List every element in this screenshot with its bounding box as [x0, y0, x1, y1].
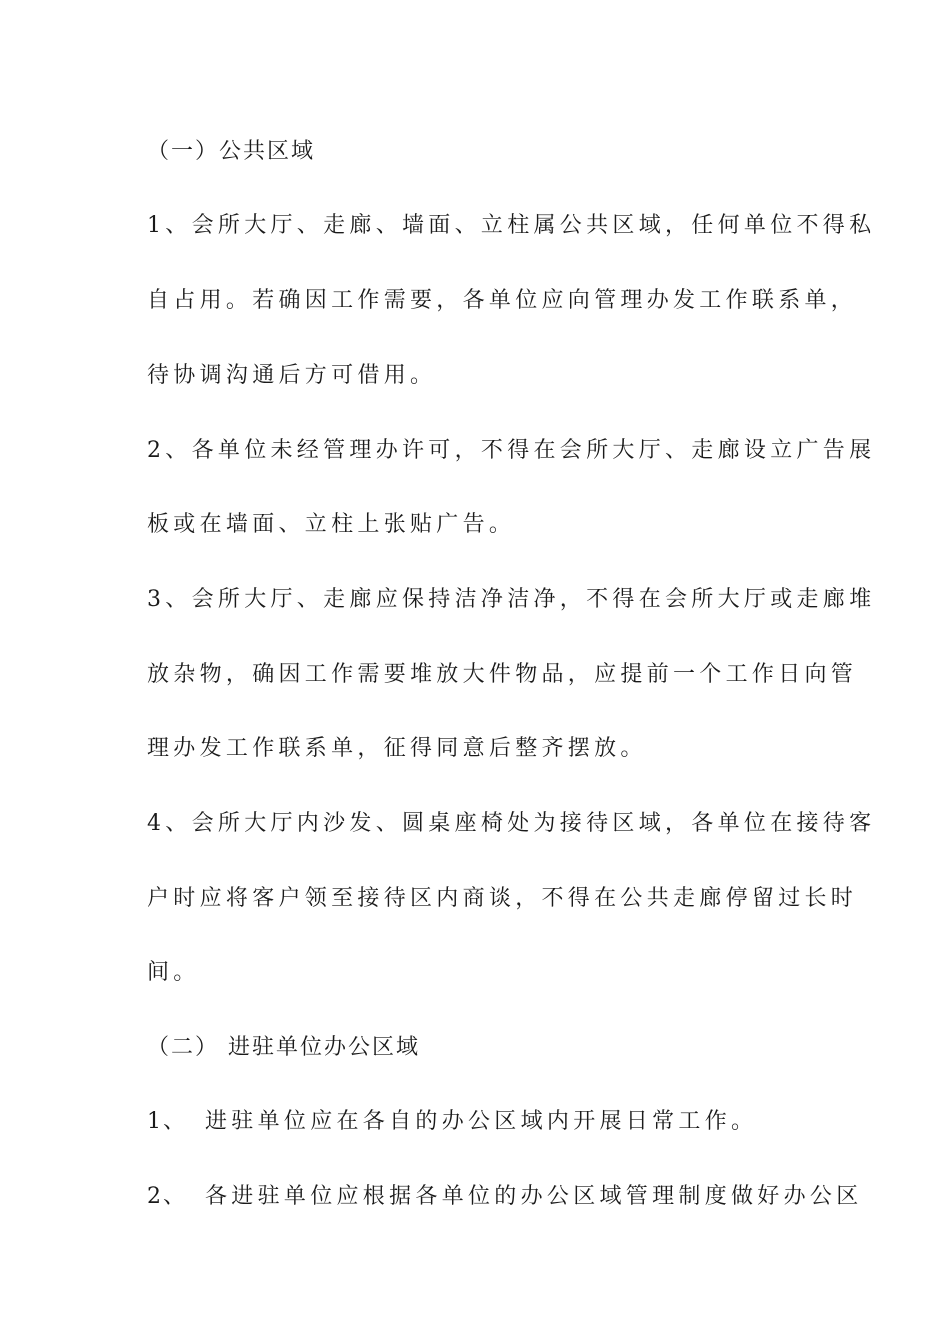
paragraph-line: 放杂物，确因工作需要堆放大件物品，应提前一个工作日向管 [147, 662, 858, 687]
paragraph-line: 3、会所大厅、走廊应保持洁净洁净，不得在会所大厅或走廊堆 [147, 587, 876, 612]
item-number: 1、 [147, 1109, 187, 1134]
paragraph-line: 1、会所大厅、走廊、墙面、立柱属公共区域，任何单位不得私 [147, 213, 876, 238]
paragraph-line: 板或在墙面、立柱上张贴广告。 [147, 512, 516, 537]
item-number: 2、 [147, 1184, 187, 1209]
paragraph-line: 2、各单位未经管理办许可，不得在会所大厅、走廊设立广告展 [147, 438, 876, 463]
paragraph-line: 间。 [147, 960, 200, 985]
section-heading-public-area: （一）公共区域 [147, 139, 316, 164]
numbered-item [147, 1108, 827, 1136]
paragraph-line: 待协调沟通后方可借用。 [147, 363, 437, 388]
paragraph-line: 理办发工作联系单，征得同意后整齐摆放。 [147, 736, 647, 761]
paragraph-line: 4、会所大厅内沙发、圆桌座椅处为接待区域，各单位在接待客 [147, 811, 876, 836]
paragraph-line: 自占用。若确因工作需要，各单位应向管理办发工作联系单， [147, 288, 858, 313]
item-text: 进驻单位应在各自的办公区域内开展日常工作。 [205, 1109, 758, 1134]
paragraph-line: 户时应将客户领至接待区内商谈，不得在公共走廊停留过长时 [147, 886, 858, 911]
item-text: 各进驻单位应根据各单位的办公区域管理制度做好办公区 [205, 1184, 863, 1209]
numbered-item [147, 1183, 863, 1211]
section-heading-office-area: （二） 进驻单位办公区域 [147, 1035, 420, 1060]
